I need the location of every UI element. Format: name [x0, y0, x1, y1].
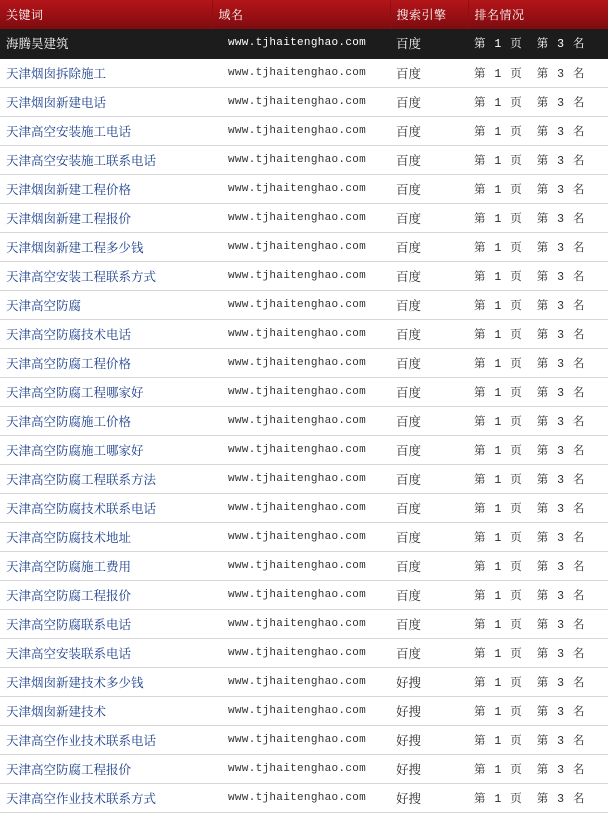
table-row[interactable] [0, 754, 608, 783]
cell-keyword: 天津烟囱新建工程价格 [0, 174, 212, 203]
cell-keyword: 天津高空防腐工程价格 [0, 348, 212, 377]
rank-page: 第 1 页 [474, 792, 523, 806]
rank-page: 第 1 页 [474, 444, 523, 458]
cell-keyword: 天津高空安装施工电话 [0, 116, 212, 145]
column-header-engine: 搜索引擎 [390, 0, 468, 29]
cell-keyword: 天津高空防腐联系电话 [0, 609, 212, 638]
cell-domain: www.tjhaitenghao.com [212, 725, 390, 754]
cell-engine: 百度 [390, 464, 468, 493]
table-row[interactable] [0, 174, 608, 203]
cell-rank [468, 609, 608, 638]
table-row[interactable] [0, 783, 608, 812]
cell-domain: www.tjhaitenghao.com [212, 435, 390, 464]
cell-domain: www.tjhaitenghao.com [212, 29, 390, 58]
cell-engine: 百度 [390, 551, 468, 580]
cell-engine: 百度 [390, 377, 468, 406]
cell-rank [468, 522, 608, 551]
table-row[interactable] [0, 464, 608, 493]
rank-position: 第 3 名 [536, 328, 586, 342]
cell-rank [468, 377, 608, 406]
cell-rank [468, 116, 608, 145]
cell-rank [468, 58, 608, 87]
cell-domain: www.tjhaitenghao.com [212, 464, 390, 493]
cell-rank [468, 464, 608, 493]
table-row[interactable] [0, 290, 608, 319]
cell-keyword: 天津烟囱新建电话 [0, 87, 212, 116]
cell-rank [468, 551, 608, 580]
table-row[interactable] [0, 406, 608, 435]
cell-domain: www.tjhaitenghao.com [212, 261, 390, 290]
cell-engine: 百度 [390, 493, 468, 522]
cell-engine: 好搜 [390, 754, 468, 783]
rank-position: 第 3 名 [536, 154, 586, 168]
cell-domain: www.tjhaitenghao.com [212, 638, 390, 667]
cell-engine: 百度 [390, 261, 468, 290]
cell-keyword: 天津高空防腐技术电话 [0, 319, 212, 348]
table-body [0, 29, 608, 812]
cell-domain: www.tjhaitenghao.com [212, 551, 390, 580]
rank-page: 第 1 页 [474, 473, 523, 487]
rank-page: 第 1 页 [474, 125, 523, 139]
cell-keyword: 天津高空防腐 [0, 290, 212, 319]
rank-position: 第 3 名 [536, 183, 586, 197]
cell-domain: www.tjhaitenghao.com [212, 87, 390, 116]
cell-engine: 好搜 [390, 783, 468, 812]
rank-position: 第 3 名 [536, 415, 586, 429]
rank-position: 第 3 名 [536, 357, 586, 371]
table-row[interactable] [0, 696, 608, 725]
cell-keyword: 天津高空防腐工程哪家好 [0, 377, 212, 406]
cell-domain: www.tjhaitenghao.com [212, 667, 390, 696]
rank-page: 第 1 页 [474, 328, 523, 342]
rank-position: 第 3 名 [536, 38, 586, 52]
cell-rank [468, 435, 608, 464]
rank-page: 第 1 页 [474, 357, 523, 371]
cell-keyword: 天津烟囱新建技术多少钱 [0, 667, 212, 696]
table-row[interactable] [0, 551, 608, 580]
rank-position: 第 3 名 [536, 125, 586, 139]
cell-engine: 百度 [390, 203, 468, 232]
cell-domain: www.tjhaitenghao.com [212, 58, 390, 87]
cell-keyword: 天津高空作业技术联系电话 [0, 725, 212, 754]
rank-position: 第 3 名 [536, 676, 586, 690]
rank-position: 第 3 名 [536, 618, 586, 632]
table-row[interactable] [0, 116, 608, 145]
cell-rank [468, 406, 608, 435]
rank-page: 第 1 页 [474, 270, 523, 284]
table-row[interactable] [0, 638, 608, 667]
rank-position: 第 3 名 [536, 270, 586, 284]
table-row[interactable] [0, 725, 608, 754]
table-row[interactable] [0, 348, 608, 377]
table-header-row [0, 0, 608, 29]
cell-keyword: 天津高空安装工程联系方式 [0, 261, 212, 290]
cell-domain: www.tjhaitenghao.com [212, 493, 390, 522]
cell-engine: 好搜 [390, 725, 468, 754]
cell-engine: 百度 [390, 522, 468, 551]
rank-page: 第 1 页 [474, 241, 523, 255]
cell-keyword: 天津高空作业技术联系方式 [0, 783, 212, 812]
cell-engine: 百度 [390, 406, 468, 435]
column-header-domain: 域名 [212, 0, 390, 29]
table-row[interactable] [0, 609, 608, 638]
rank-position: 第 3 名 [536, 531, 586, 545]
cell-rank [468, 348, 608, 377]
cell-keyword: 天津高空防腐施工费用 [0, 551, 212, 580]
cell-domain: www.tjhaitenghao.com [212, 116, 390, 145]
cell-engine: 百度 [390, 29, 468, 58]
cell-rank [468, 783, 608, 812]
rank-page: 第 1 页 [474, 67, 523, 81]
cell-domain: www.tjhaitenghao.com [212, 580, 390, 609]
cell-engine: 百度 [390, 290, 468, 319]
cell-engine: 好搜 [390, 696, 468, 725]
rank-position: 第 3 名 [536, 560, 586, 574]
table-header [0, 0, 608, 29]
rank-page: 第 1 页 [474, 531, 523, 545]
cell-engine: 百度 [390, 174, 468, 203]
table-row[interactable] [0, 435, 608, 464]
cell-rank [468, 725, 608, 754]
rank-page: 第 1 页 [474, 734, 523, 748]
table-row[interactable] [0, 377, 608, 406]
rank-position: 第 3 名 [536, 734, 586, 748]
rank-position: 第 3 名 [536, 792, 586, 806]
rank-position: 第 3 名 [536, 589, 586, 603]
cell-keyword: 天津高空防腐施工价格 [0, 406, 212, 435]
cell-keyword: 海腾昊建筑 [0, 29, 212, 58]
cell-keyword: 天津烟囱新建工程报价 [0, 203, 212, 232]
cell-domain: www.tjhaitenghao.com [212, 377, 390, 406]
cell-keyword: 天津高空防腐工程报价 [0, 580, 212, 609]
table-row[interactable] [0, 58, 608, 87]
cell-engine: 百度 [390, 609, 468, 638]
cell-engine: 百度 [390, 319, 468, 348]
rank-position: 第 3 名 [536, 241, 586, 255]
rank-position: 第 3 名 [536, 212, 586, 226]
rank-page: 第 1 页 [474, 299, 523, 313]
cell-rank [468, 203, 608, 232]
cell-keyword: 天津高空防腐技术联系电话 [0, 493, 212, 522]
cell-engine: 好搜 [390, 667, 468, 696]
cell-domain: www.tjhaitenghao.com [212, 754, 390, 783]
cell-rank [468, 174, 608, 203]
cell-domain: www.tjhaitenghao.com [212, 348, 390, 377]
rank-page: 第 1 页 [474, 763, 523, 777]
cell-engine: 百度 [390, 638, 468, 667]
cell-keyword: 天津烟囱新建工程多少钱 [0, 232, 212, 261]
cell-keyword: 天津烟囱新建技术 [0, 696, 212, 725]
rank-page: 第 1 页 [474, 183, 523, 197]
rank-page: 第 1 页 [474, 38, 523, 52]
cell-domain: www.tjhaitenghao.com [212, 290, 390, 319]
rank-page: 第 1 页 [474, 502, 523, 516]
cell-domain: www.tjhaitenghao.com [212, 203, 390, 232]
cell-domain: www.tjhaitenghao.com [212, 609, 390, 638]
cell-engine: 百度 [390, 232, 468, 261]
cell-domain: www.tjhaitenghao.com [212, 174, 390, 203]
column-header-keyword: 关键词 [0, 0, 212, 29]
cell-engine: 百度 [390, 435, 468, 464]
cell-keyword: 天津高空防腐施工哪家好 [0, 435, 212, 464]
rank-page: 第 1 页 [474, 647, 523, 661]
cell-engine: 百度 [390, 580, 468, 609]
cell-engine: 百度 [390, 87, 468, 116]
rank-position: 第 3 名 [536, 473, 586, 487]
table-row[interactable] [0, 580, 608, 609]
cell-rank [468, 696, 608, 725]
cell-engine: 百度 [390, 348, 468, 377]
cell-rank [468, 29, 608, 58]
rank-page: 第 1 页 [474, 618, 523, 632]
cell-keyword: 天津高空防腐工程报价 [0, 754, 212, 783]
table-row[interactable] [0, 29, 608, 58]
cell-keyword: 天津高空防腐工程联系方法 [0, 464, 212, 493]
table-row[interactable] [0, 203, 608, 232]
cell-rank [468, 667, 608, 696]
column-header-rank: 排名情况 [468, 0, 608, 29]
cell-rank [468, 638, 608, 667]
cell-rank [468, 261, 608, 290]
rank-page: 第 1 页 [474, 676, 523, 690]
cell-keyword: 天津高空安装施工联系电话 [0, 145, 212, 174]
rank-page: 第 1 页 [474, 560, 523, 574]
rank-page: 第 1 页 [474, 212, 523, 226]
rank-position: 第 3 名 [536, 386, 586, 400]
rank-page: 第 1 页 [474, 415, 523, 429]
rank-position: 第 3 名 [536, 705, 586, 719]
table-row[interactable] [0, 319, 608, 348]
cell-keyword: 天津高空安装联系电话 [0, 638, 212, 667]
rank-position: 第 3 名 [536, 299, 586, 313]
cell-engine: 百度 [390, 58, 468, 87]
table-row[interactable] [0, 232, 608, 261]
cell-rank [468, 290, 608, 319]
rank-position: 第 3 名 [536, 444, 586, 458]
cell-keyword: 天津烟囱拆除施工 [0, 58, 212, 87]
table-row[interactable] [0, 522, 608, 551]
table-row[interactable] [0, 667, 608, 696]
cell-engine: 百度 [390, 145, 468, 174]
rank-page: 第 1 页 [474, 154, 523, 168]
rank-position: 第 3 名 [536, 647, 586, 661]
table-row[interactable] [0, 145, 608, 174]
table-row[interactable] [0, 261, 608, 290]
cell-rank [468, 145, 608, 174]
cell-rank [468, 493, 608, 522]
cell-domain: www.tjhaitenghao.com [212, 232, 390, 261]
cell-domain: www.tjhaitenghao.com [212, 522, 390, 551]
rank-page: 第 1 页 [474, 96, 523, 110]
cell-domain: www.tjhaitenghao.com [212, 783, 390, 812]
cell-rank [468, 232, 608, 261]
rank-page: 第 1 页 [474, 705, 523, 719]
cell-domain: www.tjhaitenghao.com [212, 406, 390, 435]
rank-position: 第 3 名 [536, 67, 586, 81]
cell-rank [468, 580, 608, 609]
cell-rank [468, 754, 608, 783]
cell-domain: www.tjhaitenghao.com [212, 696, 390, 725]
cell-keyword: 天津高空防腐技术地址 [0, 522, 212, 551]
cell-domain: www.tjhaitenghao.com [212, 319, 390, 348]
rank-page: 第 1 页 [474, 386, 523, 400]
rank-position: 第 3 名 [536, 763, 586, 777]
cell-rank [468, 87, 608, 116]
cell-rank [468, 319, 608, 348]
rank-position: 第 3 名 [536, 502, 586, 516]
cell-domain: www.tjhaitenghao.com [212, 145, 390, 174]
table-row[interactable] [0, 87, 608, 116]
rank-position: 第 3 名 [536, 96, 586, 110]
table-row[interactable] [0, 493, 608, 522]
cell-engine: 百度 [390, 116, 468, 145]
rank-page: 第 1 页 [474, 589, 523, 603]
